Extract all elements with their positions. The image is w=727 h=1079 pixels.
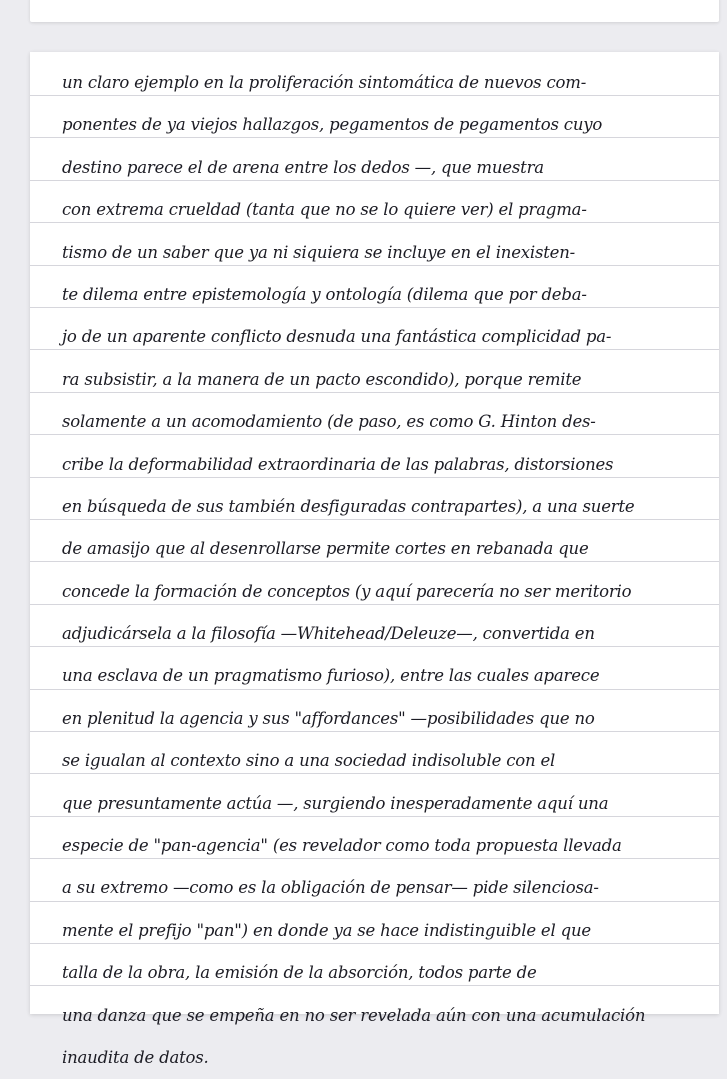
text-line: tismo de un saber que ya ni siquiera se incluye en el inexisten- (62, 242, 576, 262)
text-line: de amasijo que al desenrollarse permite cortes en rebanada que (62, 539, 589, 559)
text-line: en plenitud la agencia y sus "affordances" —posibilidades que no (62, 708, 595, 728)
text-line: destino parece el de arena entre los dedos —, que muestra (62, 157, 544, 177)
text-line: te dilema entre epistemología y ontología (dilema que por deba- (62, 284, 587, 304)
text-line: jo de un aparente conflicto desnuda una fantástica complicidad pa- (62, 327, 612, 347)
text-line: talla de la obra, la emisión de la absorción, todos parte de (62, 963, 537, 983)
text-line: concede la formación de conceptos (y aquí parecería no ser meritorio (62, 581, 632, 601)
text-line: solamente a un acomodamiento (de paso, es como G. Hinton des- (62, 412, 596, 432)
handwritten-text (62, 62, 702, 1079)
text-line: especie de "pan-agencia" (es revelador como toda propuesta llevada (62, 836, 622, 856)
text-line: mente el prefijo "pan") en donde ya se hace indistinguible el que (62, 920, 591, 940)
text-line: ra subsistir, a la manera de un pacto escondido), porque remite (62, 369, 582, 389)
text-line: se igualan al contexto sino a una sociedad indisoluble con el (62, 751, 556, 771)
text-line: a su extremo —como es la obligación de pensar— pide silenciosa- (62, 878, 599, 898)
text-line: una danza que se empeña en no ser revelada aún con una acumulación (62, 1005, 646, 1025)
text-line: con extrema crueldad (tanta que no se lo quiere ver) el pragma- (62, 200, 587, 220)
previous-page-edge (30, 0, 719, 22)
text-line: ponentes de ya viejos hallazgos, pegamentos de pegamentos cuyo (62, 115, 603, 135)
text-line: adjudicársela a la filosofía —Whitehead/Deleuze—, convertida en (62, 624, 595, 644)
text-line: en búsqueda de sus también desfiguradas contrapartes), a una suerte (62, 496, 635, 516)
text-line: cribe la deformabilidad extraordinaria de las palabras, distorsiones (62, 454, 614, 474)
text-line: que presuntamente actúa —, surgiendo inesperadamente aquí una (62, 793, 609, 813)
text-line: inaudita de datos. (62, 1047, 209, 1067)
notebook-page (30, 52, 719, 1067)
text-line: una esclava de un pragmatismo furioso), entre las cuales aparece (62, 666, 600, 686)
text-line: un claro ejemplo en la proliferación sintomática de nuevos com- (62, 73, 587, 92)
